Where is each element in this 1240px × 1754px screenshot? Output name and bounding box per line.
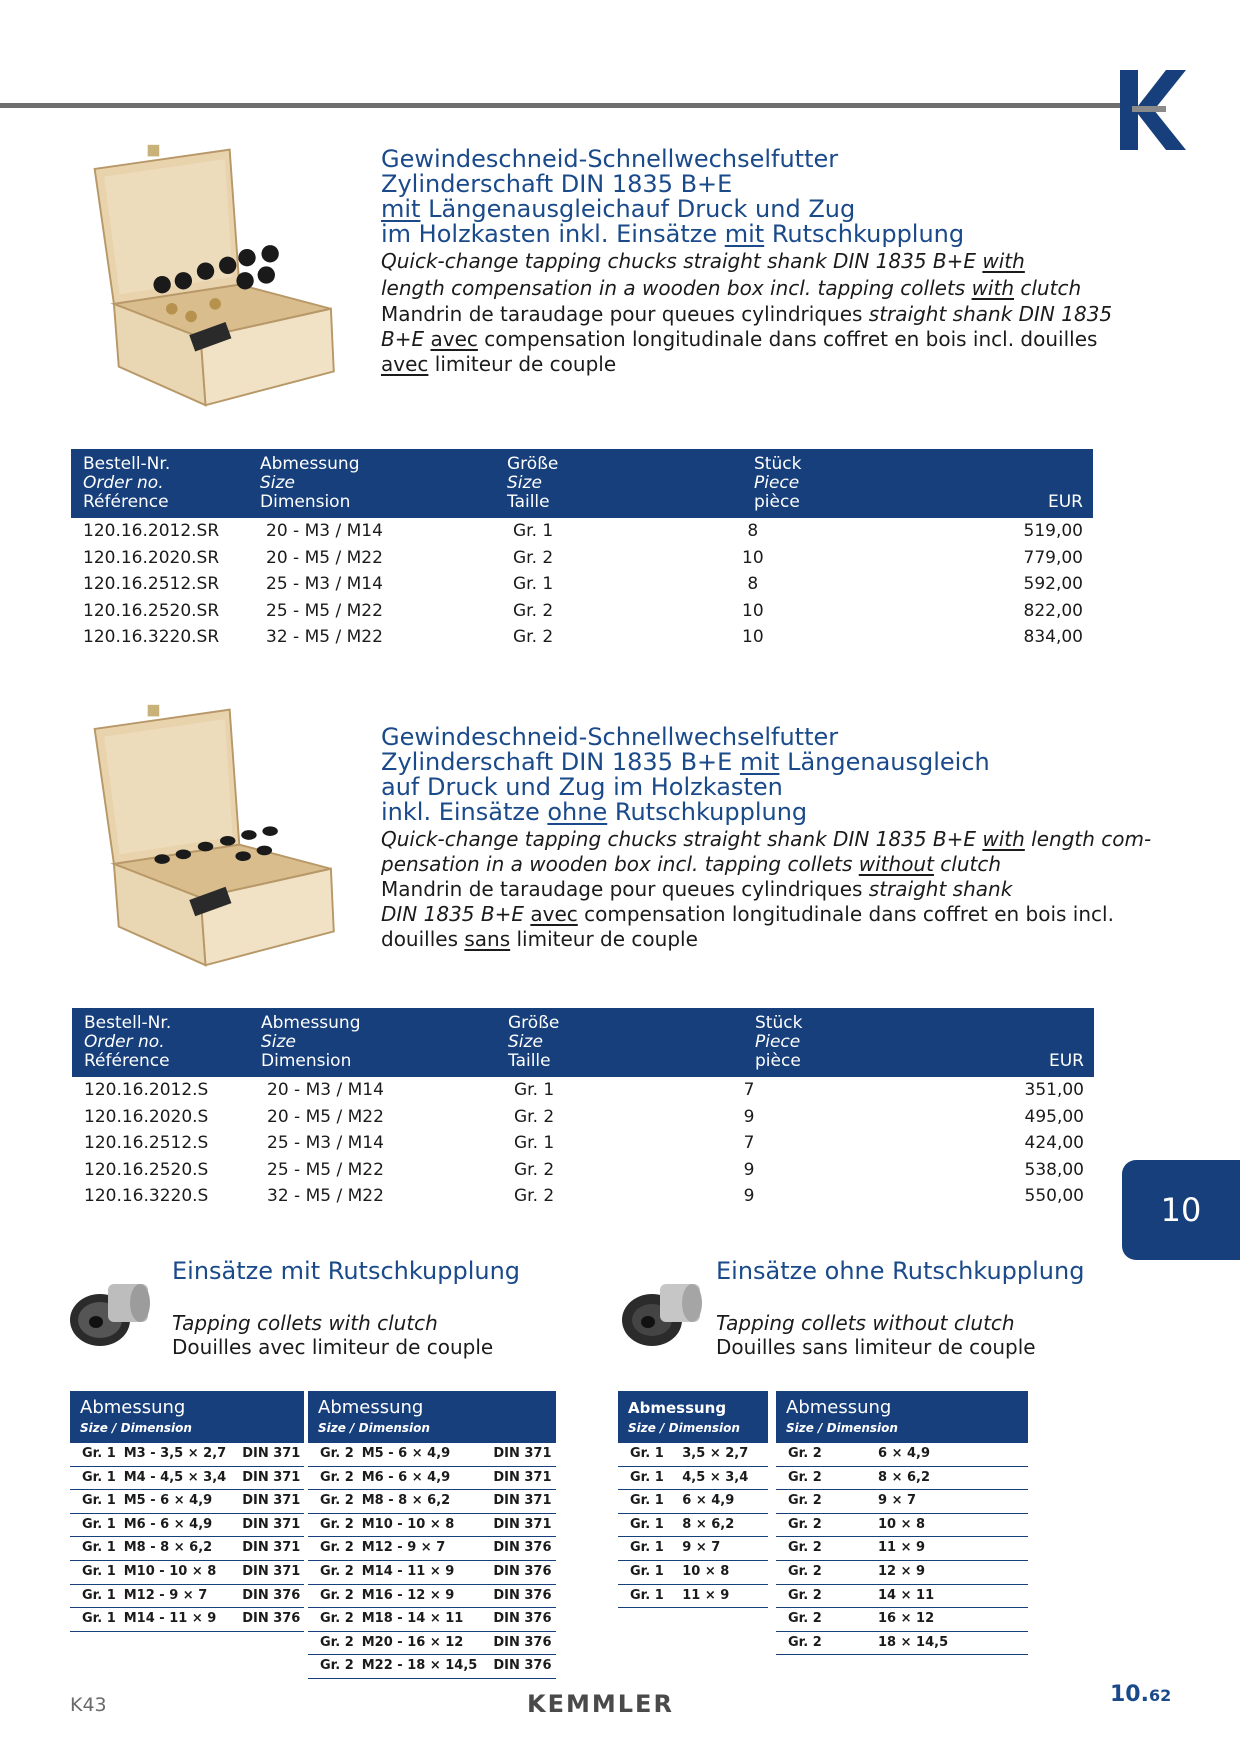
din-cell: DIN 376 bbox=[481, 1537, 555, 1561]
gr-cell: Gr. 1 bbox=[618, 1513, 678, 1537]
inserts-with-subtitle: Tapping collets with clutch Douilles avec limiteur de couple bbox=[172, 1311, 494, 1359]
list-item bbox=[70, 1584, 304, 1608]
order-no-cell: 120.16.2512.S bbox=[84, 1133, 209, 1153]
din-cell: DIN 376 bbox=[481, 1560, 555, 1584]
order-no-cell: 120.16.2020.S bbox=[84, 1106, 209, 1127]
list-item bbox=[776, 1513, 1028, 1537]
list-item bbox=[308, 1608, 556, 1632]
table-row bbox=[72, 1077, 1094, 1104]
col-piece: Stück Piece pièce bbox=[742, 449, 974, 518]
size-cell: M18 - 14 × 11 bbox=[358, 1608, 482, 1632]
gr-cell: Gr. 2 bbox=[776, 1490, 874, 1514]
size-cell: M22 - 18 × 14,5 bbox=[358, 1655, 482, 1679]
list-item bbox=[308, 1584, 556, 1608]
collet-without-clutch-icon bbox=[620, 1270, 710, 1350]
size-cell: M4 - 4,5 × 3,4 bbox=[120, 1466, 230, 1490]
list-item bbox=[776, 1608, 1028, 1632]
size-cell: 3,5 × 2,7 bbox=[678, 1443, 768, 1466]
gr-cell: Gr. 1 bbox=[70, 1560, 120, 1584]
order-no-cell: 120.16.2520.S bbox=[84, 1159, 209, 1180]
gr-cell: Gr. 1 bbox=[70, 1584, 120, 1608]
piece-cell: 8 bbox=[747, 574, 759, 594]
gr-cell: Gr. 2 bbox=[308, 1608, 358, 1632]
size-cell: M6 - 6 × 4,9 bbox=[120, 1513, 230, 1537]
gr-cell: Gr. 2 bbox=[308, 1537, 358, 1561]
price-cell: 495,00 bbox=[1024, 1106, 1084, 1127]
din-cell: DIN 376 bbox=[481, 1584, 555, 1608]
table-row bbox=[71, 571, 1093, 598]
din-cell: DIN 376 bbox=[230, 1584, 304, 1608]
list-item bbox=[618, 1513, 768, 1537]
piece-cell: 9 bbox=[743, 1159, 755, 1180]
gr-cell: Gr. 2 bbox=[776, 1608, 874, 1632]
din-cell: DIN 371 bbox=[481, 1466, 555, 1490]
din-cell: DIN 376 bbox=[481, 1608, 555, 1632]
gr-cell: Gr. 2 bbox=[308, 1584, 358, 1608]
size-cell: M6 - 6 × 4,9 bbox=[358, 1466, 482, 1490]
size-cell: M20 - 16 × 12 bbox=[358, 1631, 482, 1655]
gr-cell: Gr. 1 bbox=[618, 1490, 678, 1514]
gr-cell: Gr. 1 bbox=[70, 1466, 120, 1490]
list-item bbox=[776, 1584, 1028, 1608]
page-reference: K43 bbox=[70, 1694, 107, 1716]
size-cell: M14 - 11 × 9 bbox=[358, 1560, 482, 1584]
piece-cell: 9 bbox=[743, 1106, 755, 1127]
gr-cell: Gr. 2 bbox=[776, 1513, 874, 1537]
piece-cell: 10 bbox=[742, 547, 764, 568]
wooden-box-without-clutch-image bbox=[70, 700, 370, 970]
list-item bbox=[308, 1560, 556, 1584]
din-cell: DIN 376 bbox=[481, 1631, 555, 1655]
gr-cell: Gr. 1 bbox=[70, 1537, 120, 1561]
list-item bbox=[308, 1537, 556, 1561]
product2-english: Quick-change tapping chucks straight shank DIN 1835 B+E with length com- pensation in a wooden box incl. tapping collets without clutch bbox=[381, 827, 1152, 876]
size-cell: 11 × 9 bbox=[874, 1537, 1028, 1561]
gr-cell: Gr. 2 bbox=[776, 1537, 874, 1561]
header-rule bbox=[0, 103, 1130, 108]
kemmler-logo-icon bbox=[1118, 70, 1188, 150]
gr-cell: Gr. 2 bbox=[776, 1560, 874, 1584]
list-item bbox=[618, 1537, 768, 1561]
list-item bbox=[776, 1466, 1028, 1490]
list-item bbox=[776, 1537, 1028, 1561]
size-cell: 6 × 4,9 bbox=[874, 1443, 1028, 1466]
order-no-cell: 120.16.2012.SR bbox=[83, 521, 220, 541]
gr-cell: Gr. 1 bbox=[618, 1584, 678, 1608]
size-cell: M5 - 6 × 4,9 bbox=[358, 1443, 482, 1466]
col-size: Abmessung Size Dimension bbox=[248, 449, 495, 518]
size-cell: M10 - 10 × 8 bbox=[358, 1513, 482, 1537]
size-cell: M5 - 6 × 4,9 bbox=[120, 1490, 230, 1514]
table-row bbox=[72, 1183, 1094, 1210]
inserts-without-table-gr1: Abmessung Size / Dimension Gr. 1 3,5 × 2,7 Gr. 1 4,5 × 3,4 Gr. 1 6 × 4,9 Gr. 1 8 × 6,2 Gr. 1 9 × 7 Gr. 1 10 × 8 Gr. 1 11 × 9 bbox=[618, 1391, 768, 1608]
inserts-with-title: Einsätze mit Rutschkupplung bbox=[172, 1257, 521, 1285]
din-cell: DIN 371 bbox=[230, 1537, 304, 1561]
size-cell: 11 × 9 bbox=[678, 1584, 768, 1608]
table-row bbox=[72, 1157, 1094, 1184]
piece-cell: 9 bbox=[743, 1186, 755, 1206]
gr-cell: Gr. 2 bbox=[776, 1443, 874, 1466]
gr-cell: Gr. 2 bbox=[513, 627, 554, 647]
din-cell: DIN 371 bbox=[230, 1513, 304, 1537]
gr-cell: Gr. 1 bbox=[513, 521, 554, 541]
din-cell: DIN 371 bbox=[230, 1490, 304, 1514]
inserts-with-table-gr1: Abmessung Size / Dimension Gr. 1 M3 - 3,5 × 2,7 DIN 371 Gr. 1 M4 - 4,5 × 3,4 DIN 371 Gr. 1 M5 - 6 × 4,9 DIN 371 Gr. 1 M6 - 6 × 4,9 DIN 371 Gr. 1 M8 - 8 × 6,2 DIN 371 Gr. 1 M10 - 10 × 8 DIN 371 Gr. 1 M12 - 9 × 7 DIN 376 Gr. 1 M14 - 11 × 9 DIN 376 bbox=[70, 1391, 304, 1632]
size-cell: 20 - M3 / M14 bbox=[267, 1080, 384, 1100]
price-table-without-clutch: Bestell-Nr. Order no. Référence Abmessung Size Dimension Größe Size Taille Stück Piece pièce EUR 120.16.2012.S 20 - M3 / M14 Gr. 1 7 351,00 120.16.2020.S 20 - M5 / M22 Gr. 2 9 495,00 120.16.2512.S 25 - M3 / M14 Gr. 1 7 424,00 120.16.2520.S 25 - M5 / M22 Gr. 2 9 538,00 120.16.3220.S 32 - M5 / M22 Gr. 2 9 550,00 bbox=[72, 1008, 1094, 1210]
size-cell: M14 - 11 × 9 bbox=[120, 1608, 230, 1632]
list-item bbox=[70, 1443, 304, 1466]
list-item bbox=[618, 1490, 768, 1514]
list-item bbox=[70, 1466, 304, 1490]
price-cell: 538,00 bbox=[1024, 1159, 1084, 1180]
size-cell: M3 - 3,5 × 2,7 bbox=[120, 1443, 230, 1466]
din-cell: DIN 371 bbox=[481, 1443, 555, 1466]
size-cell: 25 - M5 / M22 bbox=[267, 1159, 384, 1180]
size-cell: 18 × 14,5 bbox=[874, 1631, 1028, 1655]
product2-description bbox=[381, 725, 1151, 952]
order-no-cell: 120.16.2020.SR bbox=[83, 547, 220, 568]
size-cell: 9 × 7 bbox=[678, 1537, 768, 1561]
table-row bbox=[71, 624, 1093, 651]
list-item bbox=[70, 1537, 304, 1561]
gr-cell: Gr. 2 bbox=[308, 1655, 358, 1679]
product1-french: Mandrin de taraudage pour queues cylindriques straight shank DIN 1835 B+E avec compensation longitudinale dans coffret en bois incl. douilles avec limiteur de couple bbox=[381, 302, 1113, 376]
size-cell: 25 - M3 / M14 bbox=[267, 1133, 384, 1153]
col-order-no: Bestell-Nr. Order no. Référence bbox=[71, 449, 248, 518]
size-cell: 20 - M3 / M14 bbox=[266, 521, 383, 541]
gr-cell: Gr. 1 bbox=[70, 1513, 120, 1537]
gr-cell: Gr. 2 bbox=[308, 1560, 358, 1584]
price-cell: 822,00 bbox=[1023, 600, 1083, 621]
size-cell: 8 × 6,2 bbox=[678, 1513, 768, 1537]
price-cell: 351,00 bbox=[1024, 1080, 1084, 1100]
table-row bbox=[71, 598, 1093, 625]
size-cell: 10 × 8 bbox=[874, 1513, 1028, 1537]
gr-cell: Gr. 1 bbox=[513, 574, 554, 594]
din-cell: DIN 371 bbox=[481, 1513, 555, 1537]
piece-cell: 10 bbox=[742, 600, 764, 621]
order-no-cell: 120.16.3220.SR bbox=[83, 627, 220, 647]
size-cell: M8 - 8 × 6,2 bbox=[358, 1490, 482, 1514]
gr-cell: Gr. 2 bbox=[776, 1466, 874, 1490]
col-gr: Größe Size Taille bbox=[495, 449, 742, 518]
list-item bbox=[776, 1631, 1028, 1655]
page-number: 10.62 bbox=[1110, 1682, 1172, 1707]
gr-cell: Gr. 2 bbox=[776, 1631, 874, 1655]
piece-cell: 8 bbox=[747, 521, 759, 541]
list-item bbox=[618, 1443, 768, 1466]
gr-cell: Gr. 2 bbox=[513, 547, 554, 568]
order-no-cell: 120.16.2520.SR bbox=[83, 600, 220, 621]
size-cell: M12 - 9 × 7 bbox=[358, 1537, 482, 1561]
table-row bbox=[71, 518, 1093, 545]
gr-cell: Gr. 1 bbox=[618, 1537, 678, 1561]
inserts-without-subtitle: Tapping collets without clutch Douilles sans limiteur de couple bbox=[716, 1311, 1036, 1359]
din-cell: DIN 376 bbox=[230, 1608, 304, 1632]
gr-cell: Gr. 1 bbox=[514, 1080, 555, 1100]
size-cell: 10 × 8 bbox=[678, 1560, 768, 1584]
gr-cell: Gr. 1 bbox=[618, 1560, 678, 1584]
gr-cell: Gr. 1 bbox=[514, 1133, 555, 1153]
table-row bbox=[71, 545, 1093, 572]
size-cell: M8 - 8 × 6,2 bbox=[120, 1537, 230, 1561]
size-cell: 32 - M5 / M22 bbox=[266, 627, 383, 647]
gr-cell: Gr. 2 bbox=[513, 600, 554, 621]
product2-title: Gewindeschneid-Schnellwechselfutter Zylinderschaft DIN 1835 B+E mit Längenausgleich auf Druck und Zug im Holzkasten inkl. Einsätze ohne Rutschkupplung bbox=[381, 723, 990, 826]
din-cell: DIN 371 bbox=[230, 1443, 304, 1466]
din-cell: DIN 371 bbox=[230, 1466, 304, 1490]
table-row bbox=[72, 1130, 1094, 1157]
list-item bbox=[618, 1466, 768, 1490]
gr-cell: Gr. 2 bbox=[514, 1106, 555, 1127]
gr-cell: Gr. 1 bbox=[70, 1443, 120, 1466]
inserts-with-table-gr2: Abmessung Size / Dimension Gr. 2 M5 - 6 × 4,9 DIN 371 Gr. 2 M6 - 6 × 4,9 DIN 371 Gr. 2 M8 - 8 × 6,2 DIN 371 Gr. 2 M10 - 10 × 8 DIN 371 Gr. 2 M12 - 9 × 7 DIN 376 Gr. 2 M14 - 11 × 9 DIN 376 Gr. 2 M16 - 12 × 9 DIN 376 Gr. 2 M18 - 14 × 11 DIN 376 Gr. 2 M20 - 16 × 12 DIN 376 Gr. 2 M22 - 18 × 14,5 DIN 376 bbox=[308, 1391, 556, 1679]
list-item bbox=[308, 1466, 556, 1490]
list-item bbox=[776, 1443, 1028, 1466]
order-no-cell: 120.16.2012.S bbox=[84, 1080, 209, 1100]
gr-cell: Gr. 1 bbox=[618, 1466, 678, 1490]
size-cell: 12 × 9 bbox=[874, 1560, 1028, 1584]
gr-cell: Gr. 1 bbox=[70, 1490, 120, 1514]
gr-cell: Gr. 2 bbox=[308, 1443, 358, 1466]
price-cell: 550,00 bbox=[1024, 1186, 1084, 1206]
gr-cell: Gr. 2 bbox=[308, 1631, 358, 1655]
product1-description bbox=[381, 147, 1112, 377]
list-item bbox=[776, 1490, 1028, 1514]
size-cell: 6 × 4,9 bbox=[678, 1490, 768, 1514]
gr-cell: Gr. 1 bbox=[70, 1608, 120, 1632]
product1-title: Gewindeschneid-Schnellwechselfutter Zylinderschaft DIN 1835 B+E mit Längenausgleichauf Druck und Zug im Holzkasten inkl. Einsätze mit Rutschkupplung bbox=[381, 145, 965, 248]
size-cell: 20 - M5 / M22 bbox=[266, 547, 383, 568]
list-item bbox=[308, 1513, 556, 1537]
list-item bbox=[618, 1560, 768, 1584]
size-cell: 25 - M5 / M22 bbox=[266, 600, 383, 621]
price-cell: 834,00 bbox=[1023, 627, 1083, 647]
chapter-tab[interactable]: 10 bbox=[1122, 1160, 1240, 1260]
size-cell: 16 × 12 bbox=[874, 1608, 1028, 1632]
size-cell: 14 × 11 bbox=[874, 1584, 1028, 1608]
order-no-cell: 120.16.2512.SR bbox=[83, 574, 220, 594]
wooden-box-with-clutch-image bbox=[70, 140, 370, 410]
size-cell: 9 × 7 bbox=[874, 1490, 1028, 1514]
gr-cell: Gr. 2 bbox=[308, 1513, 358, 1537]
gr-cell: Gr. 2 bbox=[308, 1466, 358, 1490]
price-cell: 592,00 bbox=[1023, 574, 1083, 594]
piece-cell: 10 bbox=[742, 627, 764, 647]
din-cell: DIN 371 bbox=[230, 1560, 304, 1584]
col-eur: EUR bbox=[974, 449, 1093, 518]
size-cell: M16 - 12 × 9 bbox=[358, 1584, 482, 1608]
gr-cell: Gr. 2 bbox=[776, 1584, 874, 1608]
list-item bbox=[70, 1490, 304, 1514]
size-cell: 8 × 6,2 bbox=[874, 1466, 1028, 1490]
piece-cell: 7 bbox=[743, 1133, 755, 1153]
price-cell: 519,00 bbox=[1023, 521, 1083, 541]
size-cell: 32 - M5 / M22 bbox=[267, 1186, 384, 1206]
list-item bbox=[308, 1490, 556, 1514]
size-cell: 20 - M5 / M22 bbox=[267, 1106, 384, 1127]
price-table-with-clutch bbox=[71, 449, 1093, 651]
footer-brand: KEMMLER bbox=[527, 1690, 674, 1718]
list-item bbox=[70, 1608, 304, 1632]
list-item bbox=[70, 1560, 304, 1584]
din-cell: DIN 371 bbox=[481, 1490, 555, 1514]
piece-cell: 7 bbox=[743, 1080, 755, 1100]
gr-cell: Gr. 1 bbox=[618, 1443, 678, 1466]
price-cell: 779,00 bbox=[1023, 547, 1083, 568]
list-item bbox=[776, 1560, 1028, 1584]
size-cell: 25 - M3 / M14 bbox=[266, 574, 383, 594]
gr-cell: Gr. 2 bbox=[308, 1490, 358, 1514]
size-cell: M10 - 10 × 8 bbox=[120, 1560, 230, 1584]
list-item bbox=[308, 1443, 556, 1466]
price-cell: 424,00 bbox=[1024, 1133, 1084, 1153]
list-item bbox=[70, 1513, 304, 1537]
product1-english: Quick-change tapping chucks straight shank DIN 1835 B+E with length compensation in a wooden box incl. tapping collets with clutch bbox=[381, 249, 1082, 300]
product2-french: Mandrin de taraudage pour queues cylindriques straight shank DIN 1835 B+E avec compensation longitudinale dans coffret en bois incl. douilles sans limiteur de couple bbox=[381, 877, 1114, 951]
order-no-cell: 120.16.3220.S bbox=[84, 1186, 209, 1206]
din-cell: DIN 376 bbox=[481, 1655, 555, 1679]
list-item bbox=[308, 1655, 556, 1679]
table-row bbox=[72, 1104, 1094, 1131]
list-item bbox=[308, 1631, 556, 1655]
gr-cell: Gr. 2 bbox=[514, 1159, 555, 1180]
gr-cell: Gr. 2 bbox=[514, 1186, 555, 1206]
size-cell: M12 - 9 × 7 bbox=[120, 1584, 230, 1608]
collet-with-clutch-icon bbox=[68, 1270, 158, 1350]
inserts-without-title: Einsätze ohne Rutschkupplung bbox=[716, 1257, 1085, 1285]
size-cell: 4,5 × 3,4 bbox=[678, 1466, 768, 1490]
list-item bbox=[618, 1584, 768, 1608]
inserts-without-table-gr2: Abmessung Size / Dimension Gr. 2 6 × 4,9 Gr. 2 8 × 6,2 Gr. 2 9 × 7 Gr. 2 10 × 8 Gr. 2 11 × 9 Gr. 2 12 × 9 Gr. 2 14 × 11 Gr. 2 16 × 12 Gr. 2 18 × 14,5 bbox=[776, 1391, 1028, 1655]
